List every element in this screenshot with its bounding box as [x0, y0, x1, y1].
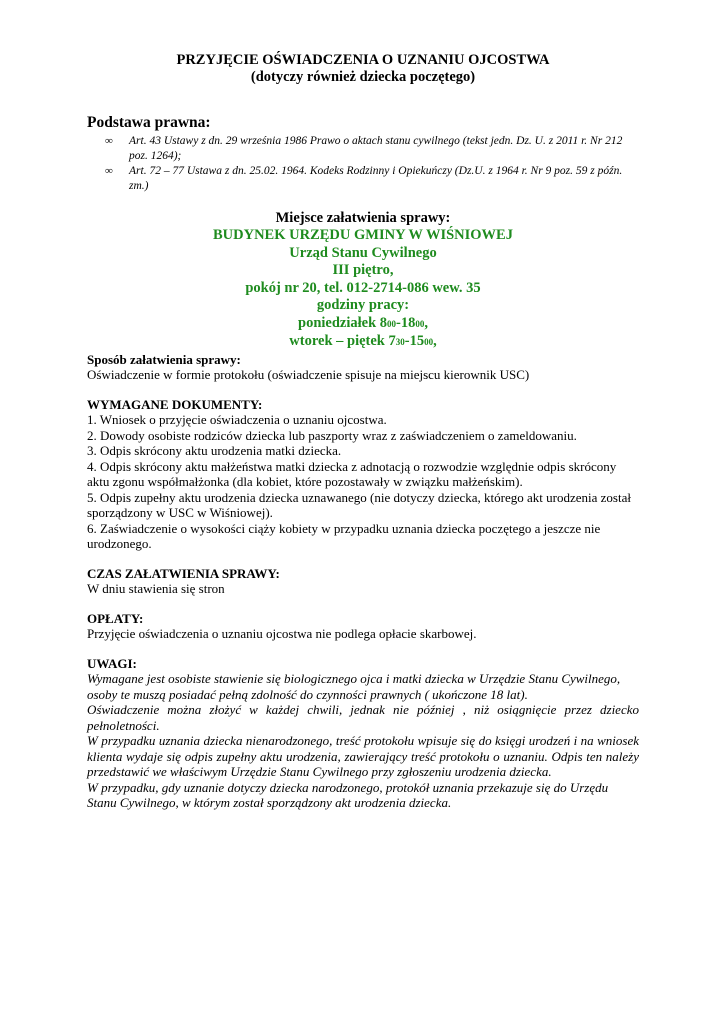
hours-weekdays: wtorek – piętek 730-1500,: [289, 333, 437, 349]
location-room: pokój nr 20, tel. 012-2714-086 wew. 35: [245, 279, 481, 296]
location-label: Miejsce załatwienia sprawy:: [275, 210, 451, 226]
location-block: [87, 210, 639, 352]
note-item: W przypadku uznania dziecka nienarodzonego, treść protokołu wpisuje się do księgi urodzeń i na wniosek klienta wydaje się odpis zupełny aktu urodzenia, zawierający treść protokołu o uznaniu. Odpis ten należy przedstawić we właściwym Urzędzie Stanu Cywilnego przy zgłoszeniu urodzenia dziecka.: [87, 733, 639, 779]
document-item: 2. Dowody osobiste rodziców dziecka lub paszporty wraz z zaświadczeniem o zameldowaniu.: [87, 427, 577, 443]
document-item: 3. Odpis skrócony aktu urodzenia matki dziecka.: [87, 443, 342, 458]
hours-monday: poniedziałek 800-1800,: [298, 314, 428, 331]
notes-heading: UWAGI:: [87, 655, 137, 671]
time-heading: CZAS ZAŁATWIENIA SPRAWY:: [87, 565, 280, 581]
hours-label: godziny pracy:: [316, 297, 410, 313]
document-subtitle: (dotyczy również dziecka poczętego): [250, 69, 476, 85]
legal-basis-item: ∞ Art. 43 Ustawy z dn. 29 września 1986 Prawo o aktach stanu cywilnego (tekst jedn. Dz. U. z 2011 r. Nr 212 poz. 1264);: [105, 135, 623, 162]
location-office: Urząd Stanu Cywilnego: [289, 244, 437, 261]
document-item: 4. Odpis skrócony aktu małżeństwa matki dziecka z adnotacją o rozwodzie względnie odpis skrócony aktu zgonu współmałżonka (dla kobiet, które pozostawały w związku małżeńskim).: [87, 458, 617, 489]
legal-basis-item: ∞ Art. 72 – 77 Ustawa z dn. 25.02. 1964. Kodeks Rodzinny i Opiekuńczy (Dz.U. z 1964 r. Nr 9 poz. 59 z późn. zm.): [105, 165, 623, 192]
infinity-bullet-icon: ∞: [105, 135, 113, 147]
fees-text: Przyjęcie oświadczenia o uznaniu ojcostwa nie podlega opłacie skarbowej.: [87, 626, 477, 641]
document-item: 1. Wniosek o przyjęcie oświadczenia o uznaniu ojcostwa.: [87, 412, 387, 427]
time-text: W dniu stawienia się stron: [87, 581, 225, 596]
document-item: 6. Zaświadczenie o wysokości ciąży kobiety w przypadku uznania dziecka poczętego a jeszcze nie urodzonego.: [87, 520, 601, 551]
fees-heading: OPŁATY:: [87, 610, 144, 626]
document-page: [87, 52, 639, 811]
location-building: BUDYNEK URZĘDU GMINY W WIŚNIOWEJ: [213, 227, 513, 243]
legal-basis-list: [87, 134, 639, 194]
method-text: Oświadczenie w formie protokołu (oświadczenie spisuje na miejscu kierownik USC): [87, 367, 530, 382]
infinity-bullet-icon: ∞: [105, 165, 113, 177]
legal-basis-heading: Podstawa prawna:: [87, 114, 211, 131]
note-item: Oświadczenie można złożyć w każdej chwili, jednak nie później , niż osiągnięcie przez dziecko pełnoletności.: [87, 702, 639, 733]
document-item: 5. Odpis zupełny aktu urodzenia dziecka uznawanego (nie dotyczy dziecka, którego akt urodzenia został sporządzony w USC w Wiśniowej).: [87, 489, 631, 520]
location-floor: III piętro,: [332, 262, 394, 278]
document-title: PRZYJĘCIE OŚWIADCZENIA O UZNANIU OJCOSTWA: [176, 52, 550, 68]
note-item: W przypadku, gdy uznanie dotyczy dziecka narodzonego, protokół uznania przekazuje się do Urzędu Stanu Cywilnego, w którym został sporządzony akt urodzenia dziecka.: [87, 779, 609, 810]
method-heading: Sposób załatwienia sprawy:: [87, 351, 241, 367]
note-item: Wymagane jest osobiste stawienie się biologicznego ojca i matki dziecka w Urzędzie Stanu Cywilnego, osoby te muszą posiadać pełną zdolność do czynności prawnych ( ukończone 18 lat).: [87, 671, 621, 702]
documents-heading: WYMAGANE DOKUMENTY:: [87, 396, 263, 412]
